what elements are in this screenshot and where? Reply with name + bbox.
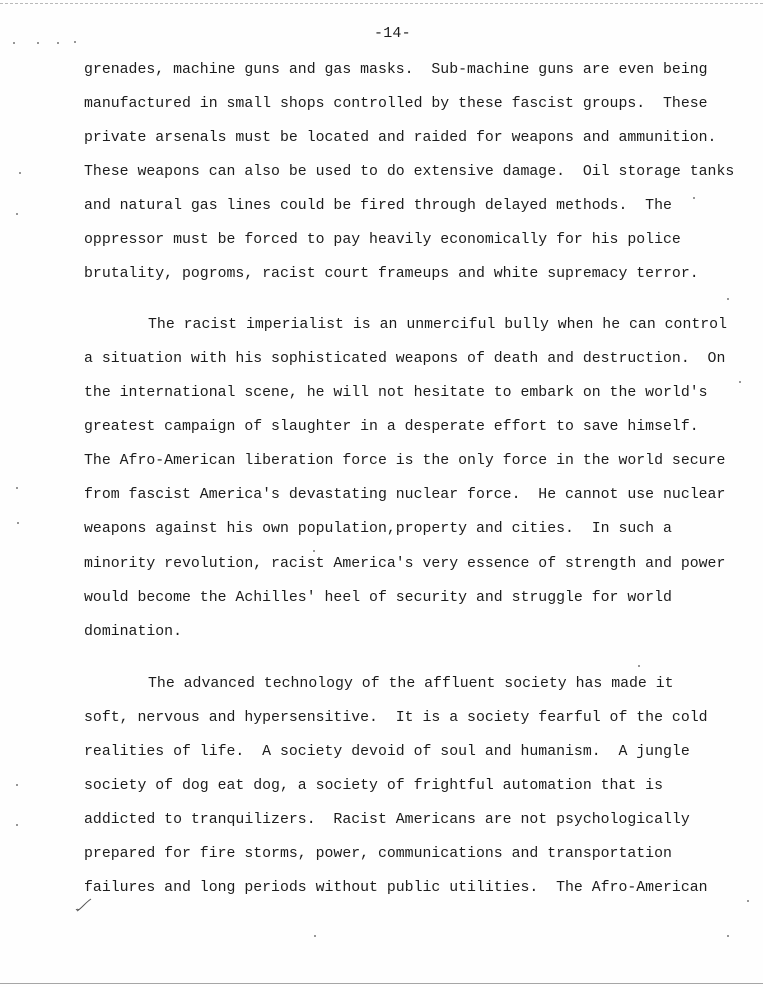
scan-speck (13, 42, 15, 44)
paragraph-1-line-2: manufactured in small shops controlled by these fascist groups. These (84, 96, 708, 112)
scan-speck (727, 298, 729, 300)
paragraph-2-line-3: the international scene, he will not hesitate to embark on the world's (84, 385, 708, 401)
scan-speck (17, 522, 19, 524)
scan-speck (16, 824, 18, 826)
paragraph-1-line-5: and natural gas lines could be fired through delayed methods. The (84, 198, 672, 214)
scan-speck (747, 900, 749, 902)
scan-speck (727, 935, 729, 937)
scan-speck (16, 213, 18, 215)
scan-speck (314, 935, 316, 937)
paragraph-2-line-1: The racist imperialist is an unmerciful bully when he can control (148, 317, 728, 333)
paragraph-2-line-8: minority revolution, racist America's very essence of strength and power (84, 556, 726, 572)
scan-speck (37, 42, 39, 44)
paragraph-2-line-4: greatest campaign of slaughter in a desperate effort to save himself. (84, 419, 699, 435)
top-edge-rule (0, 3, 763, 4)
paragraph-1-line-7: brutality, pogroms, racist court frameups and white supremacy terror. (84, 266, 699, 282)
paragraph-2-line-10: domination. (84, 624, 182, 640)
paragraph-3-line-6: prepared for fire storms, power, communications and transportation (84, 846, 672, 862)
paragraph-3-line-1: The advanced technology of the affluent society has made it (148, 676, 674, 692)
paragraph-2-line-7: weapons against his own population,property and cities. In such a (84, 521, 672, 537)
paragraph-1-line-1: grenades, machine guns and gas masks. Sub-machine guns are even being (84, 62, 708, 78)
scan-speck (313, 550, 315, 552)
paragraph-2-line-9: would become the Achilles' heel of security and struggle for world (84, 590, 672, 606)
scan-speck (739, 381, 741, 383)
paragraph-2-line-6: from fascist America's devastating nuclear force. He cannot use nuclear (84, 487, 726, 503)
paragraph-2-line-5: The Afro-American liberation force is the only force in the world secure (84, 453, 726, 469)
scan-speck (19, 172, 21, 174)
paragraph-3-line-7: failures and long periods without public utilities. The Afro-American (84, 880, 708, 896)
paragraph-1-line-3: private arsenals must be located and raided for weapons and ammunition. (84, 130, 717, 146)
scan-speck (693, 197, 695, 199)
paragraph-3-line-4: society of dog eat dog, a society of frightful automation that is (84, 778, 664, 794)
paragraph-3-line-3: realities of life. A society devoid of soul and humanism. A jungle (84, 744, 690, 760)
pen-mark-icon (75, 897, 93, 913)
paragraph-1-line-4: These weapons can also be used to do extensive damage. Oil storage tanks (84, 164, 735, 180)
page-number: -14- (374, 25, 411, 42)
paragraph-3-line-5: addicted to tranquilizers. Racist Americans are not psychologically (84, 812, 690, 828)
scan-speck (638, 665, 640, 667)
scan-speck (57, 42, 59, 44)
paragraph-2-line-2: a situation with his sophisticated weapons of death and destruction. On (84, 351, 726, 367)
bottom-edge-rule (0, 983, 763, 984)
paragraph-3-line-2: soft, nervous and hypersensitive. It is a society fearful of the cold (84, 710, 708, 726)
scan-speck (16, 784, 18, 786)
paragraph-1-line-6: oppressor must be forced to pay heavily economically for his police (84, 232, 681, 248)
scan-speck (16, 487, 18, 489)
scan-speck (74, 41, 76, 43)
